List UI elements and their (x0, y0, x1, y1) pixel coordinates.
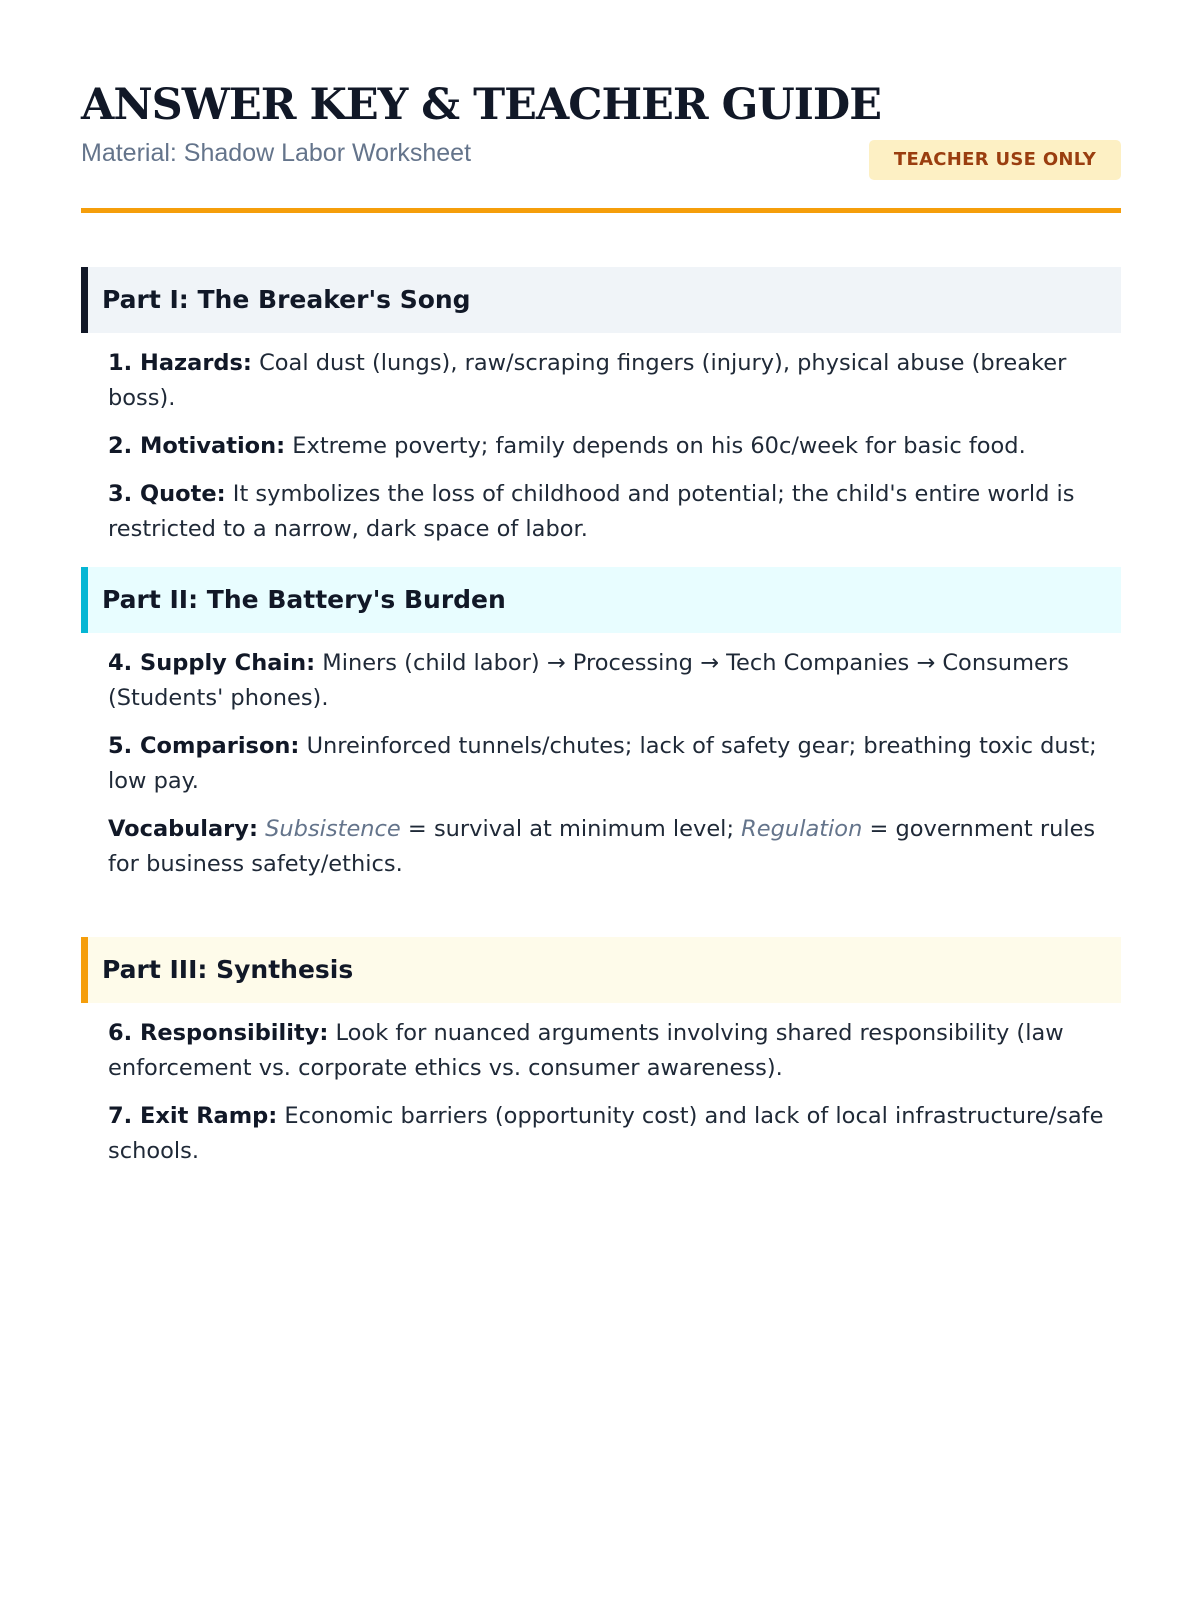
vocabulary-definition: = government rules for business safety/ethics. (108, 816, 1096, 877)
vocabulary-label: Vocabulary: (108, 816, 258, 842)
item-label: 6. Responsibility: (108, 1020, 329, 1046)
section-items (81, 646, 1121, 882)
vocabulary-term: Regulation (741, 816, 863, 842)
section-part-3 (81, 937, 1121, 1169)
item-text: Economic barriers (opportunity cost) and lack of local infrastructure/safe schools. (108, 1103, 1104, 1164)
item-label: 3. Quote: (108, 481, 226, 507)
item-text: Look for nuanced arguments involving shared responsibility (law enforcement vs. corporate ethics vs. consumer awareness). (108, 1020, 1064, 1081)
list-item (108, 1016, 1111, 1086)
page-subtitle: Material: Shadow Labor Worksheet (81, 139, 472, 168)
item-text: It symbolizes the loss of childhood and potential; the child's entire world is restricted to a narrow, dark space of labor. (108, 481, 1075, 542)
section-items (81, 346, 1121, 547)
vocabulary-item (108, 812, 1111, 882)
section-items (81, 1016, 1121, 1169)
section-heading: Part II: The Battery's Burden (81, 567, 1121, 633)
list-item (108, 429, 1111, 464)
item-label: 2. Motivation: (108, 433, 286, 459)
item-text: Miners (child labor) → Processing → Tech Companies → Consumers (Students' phones). (108, 650, 1069, 711)
section-part-1 (81, 267, 1121, 547)
item-text: Unreinforced tunnels/chutes; lack of safety gear; breathing toxic dust; low pay. (108, 733, 1097, 794)
item-text: Coal dust (lungs), raw/scraping fingers (injury), physical abuse (breaker boss). (108, 350, 1067, 411)
section-heading: Part III: Synthesis (81, 937, 1121, 1003)
list-item (108, 1099, 1111, 1169)
section-part-2 (81, 567, 1121, 882)
item-label: 5. Comparison: (108, 733, 300, 759)
header-divider (81, 208, 1121, 213)
list-item (108, 646, 1111, 716)
list-item (108, 346, 1111, 416)
list-item (108, 729, 1111, 799)
item-label: 1. Hazards: (108, 350, 252, 376)
answer-key-page (81, 0, 1121, 1164)
vocabulary-term: Subsistence (265, 816, 401, 842)
vocabulary-definition: = survival at minimum level; (400, 816, 742, 842)
item-text: Extreme poverty; family depends on his 60c/week for basic food. (285, 433, 1026, 459)
teacher-use-badge: TEACHER USE ONLY (869, 140, 1121, 180)
page-header (81, 0, 1121, 212)
section-heading: Part I: The Breaker's Song (81, 267, 1121, 333)
item-label: 7. Exit Ramp: (108, 1103, 278, 1129)
page-title: ANSWER KEY & TEACHER GUIDE (81, 80, 881, 130)
list-item (108, 477, 1111, 547)
item-label: 4. Supply Chain: (108, 650, 316, 676)
